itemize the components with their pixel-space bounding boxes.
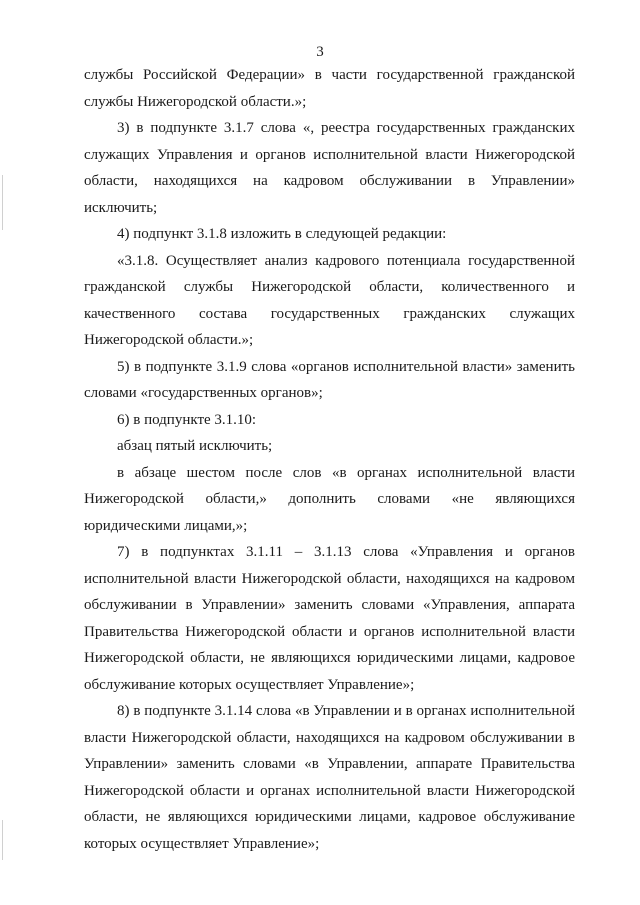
paragraph-3: 4) подпункт 3.1.8 изложить в следующей редакции: [117, 226, 447, 242]
paragraph-9: 7) в подпунктах 3.1.11 – 3.1.13 слова «Управления и органов исполнительной власти Нижегородской области, находящихся на кадровом обслуживании в Управлении» заменить словами «Управления, аппарата Правительства Нижегородской области и органов исполнительной власти Нижегородской области, не являющихся юридическими лицами, кадровое обслуживание которых осуществляет Управление»; [84, 544, 575, 693]
paragraph-1: службы Российской Федерации» в части государственной гражданской службы Нижегородской области.»; [84, 67, 575, 110]
paragraph-5: 5) в подпункте 3.1.9 слова «органов исполнительной власти» заменить словами «государственных органов»; [84, 358, 575, 401]
paragraph-6: 6) в подпункте 3.1.10: [117, 411, 257, 428]
paragraph-4: «3.1.8. Осуществляет анализ кадрового потенциала государственной гражданской службы Нижегородской области, количественного и качественного состава государственных гражданских служащих Нижегородской области.»; [84, 252, 575, 348]
document-body [84, 62, 575, 857]
scan-edge-mark [2, 175, 3, 230]
paragraph-7: абзац пятый исключить; [117, 438, 273, 454]
scan-edge-mark [2, 820, 3, 860]
paragraph-8: в абзаце шестом после слов «в органах исполнительной власти Нижегородской области,» дополнить словами «не являющихся юридическими лицами,»; [84, 464, 575, 534]
paragraph-2: 3) в подпункте 3.1.7 слова «, реестра государственных гражданских служащих Управления и органов исполнительной власти Нижегородской области, находящихся на кадровом обслуживании в Управлении» исключить; [84, 120, 575, 216]
paragraph-10: 8) в подпункте 3.1.14 слова «в Управлении и в органах исполнительной власти Нижегородской области, находящихся на кадровом обслуживании в Управлении» заменить словами «в Управлении, аппарате Правительства Нижегородской области и органах исполнительной власти Нижегородской области, не являющихся юридическими лицами, кадровое обслуживание которых осуществляет Управление»; [84, 703, 575, 852]
page-number: 3 [316, 44, 324, 60]
